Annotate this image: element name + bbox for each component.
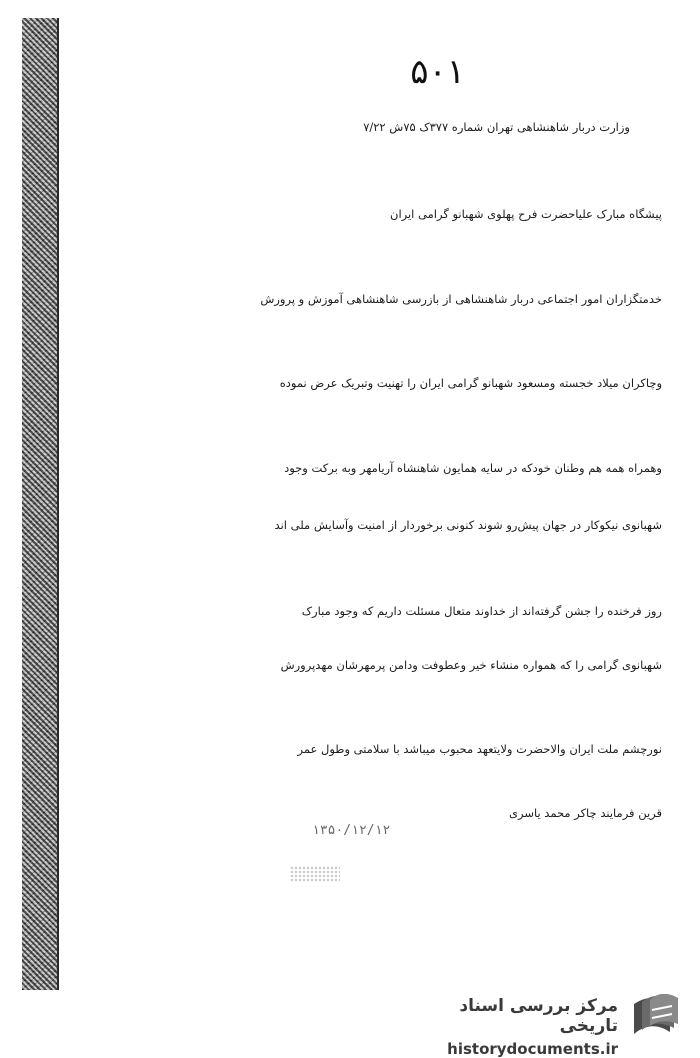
date-stamp: ۱۳۵۰/۱۲/۱۲ <box>312 823 391 838</box>
text-line: پیشگاه مبارک علیاحضرت فرح پهلوی شهبانو گرامی ایران <box>390 207 662 221</box>
book-pages-icon <box>628 994 684 1044</box>
document-header: وزارت دربار شاهنشاهی تهران شماره ۳۷۷ک ۷۵ش ۷/۲۲ <box>363 120 630 134</box>
text-line: شهبانوی گرامی را که همواره منشاء خیر وعطوفت ودامن پرمهرشان مهدپرورش <box>280 658 662 672</box>
text-line: نورچشم ملت ایران والاحضرت ولایتعهد محبوب میباشد با سلامتی وطول عمر <box>297 742 662 756</box>
page-number: ۵۰۱ <box>410 52 465 92</box>
text-line: شهبانوی نیکوکار در جهان پیش‌رو شوند کنونی برخوردار از امنیت وآسایش ملی اند <box>274 518 662 532</box>
ink-smudge <box>290 866 340 882</box>
text-line: خدمتگزاران امور اجتماعی دربار شاهنشاهی از بازرسی شاهنشاهی آموزش و پرورش <box>260 292 662 306</box>
text-line: وهمراه همه هم وطنان خودکه در سایه همایون شاهنشاه آریامهر وبه برکت وجود <box>284 461 662 475</box>
archive-watermark <box>400 988 690 1058</box>
archive-title: مرکز بررسی اسناد تاریخی <box>459 996 618 1036</box>
text-line: وچاکران میلاد خجسته ومسعود شهبانو گرامی ایران را تهنیت وتبریک عرض نموده <box>279 376 662 390</box>
archive-url: historydocuments.ir <box>447 1040 618 1058</box>
binding-edge <box>57 18 59 990</box>
signature-line: قرین فرمایند چاکر محمد یاسری <box>508 806 662 820</box>
text-line: روز فرخنده را جشن گرفته‌اند از خداوند متعال مسئلت داریم که وجود مبارک <box>301 604 662 618</box>
binding-strip <box>22 18 58 990</box>
